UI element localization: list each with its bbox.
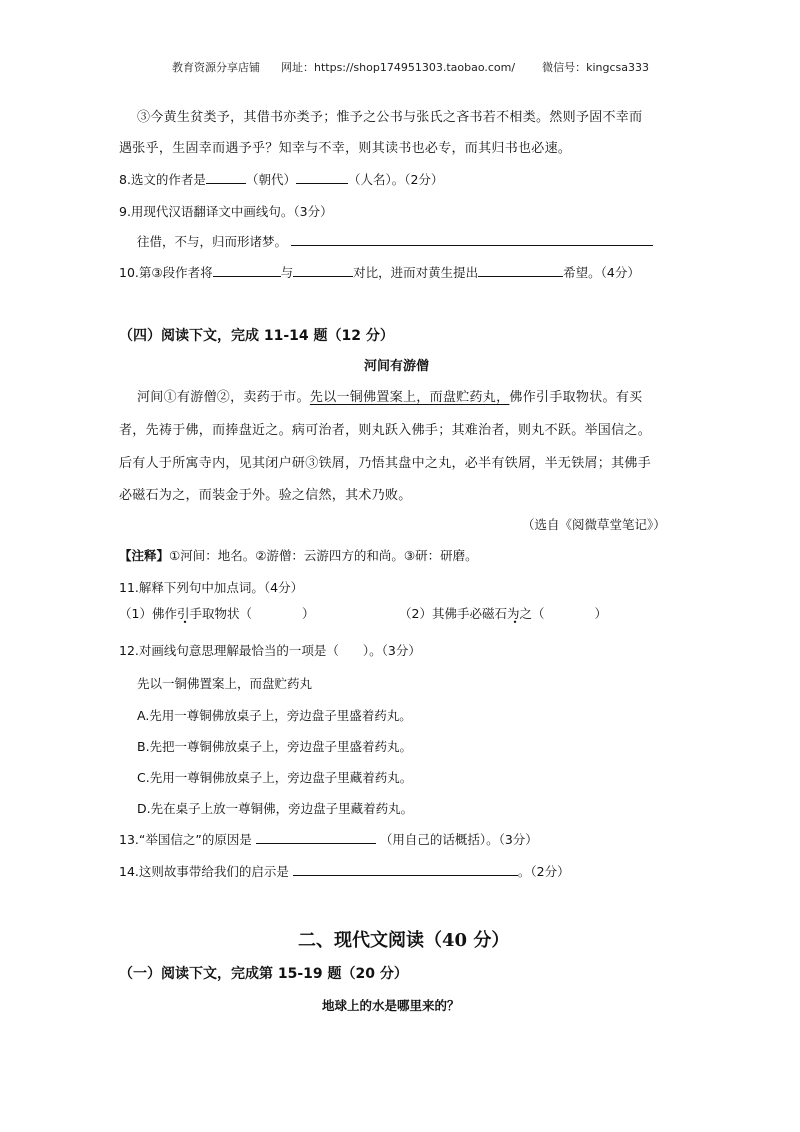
- p1-text-a: 河间①有游僧②，卖药于市。: [137, 390, 310, 405]
- q9-sentence: 往借，不与，归而形诸梦。: [137, 234, 288, 249]
- passage3-line2: 遇张乎，生固幸而遇予乎？知幸与不幸，则其读书也必专，而其归书也必速。: [119, 141, 572, 156]
- notes: [119, 546, 478, 564]
- q11-item-1: [119, 604, 315, 622]
- q13-suffix: （用自己的话概括）。（3分）: [379, 832, 538, 847]
- notes-text: ①河间：地名。②游僧：云游四方的和尚。③研：研磨。: [169, 548, 478, 563]
- q8-blank-author[interactable]: [296, 171, 348, 184]
- q11-item-2: [399, 604, 607, 622]
- q12-option-c[interactable]: C.先用一尊铜佛放桌子上，旁边盘子里藏着药丸。: [137, 770, 413, 785]
- passage4-line3: 后有人于所寓寺内，见其闭户研③铁屑，乃悟其盘中之丸，必半有铁屑，半无铁屑；其佛手: [119, 456, 652, 471]
- q8-author-label: （人名）。（2分）: [347, 172, 444, 187]
- question-8: [119, 170, 443, 188]
- page-header: [172, 59, 649, 75]
- q8-dynasty-label: （朝代）: [245, 172, 296, 187]
- passage-title: 河间有游僧: [364, 359, 430, 374]
- question-9: 9.用现代汉语翻译文中画线句。（3分）: [119, 204, 333, 219]
- q11-item2-text-b: 之（: [519, 606, 545, 621]
- question-12: [119, 641, 421, 659]
- passage4-line2: 者，先祷于佛，而捧盘近之。病可治者，则丸跃入佛手；其难治者，则丸不跃。举国信之。: [119, 423, 652, 438]
- shop-url[interactable]: https://shop174951303.taobao.com/: [314, 61, 516, 74]
- q9-answer-line: [137, 232, 653, 250]
- q12-text-end: ）。（3分）: [362, 643, 421, 658]
- q9-blank[interactable]: [291, 233, 653, 246]
- q10-contrast: 对比，进而对黄生提出: [353, 265, 479, 280]
- q13-text: 13.“举国信之”的原因是: [119, 832, 252, 847]
- q14-text: 14.这则故事带给我们的启示是: [119, 864, 289, 879]
- q10-text: 10.第③段作者将: [119, 265, 213, 280]
- url-label: 网址：: [281, 61, 314, 74]
- q10-blank-2[interactable]: [293, 264, 353, 277]
- q12-option-a[interactable]: A.先用一尊铜佛放桌子上，旁边盘子里盛着药丸。: [137, 708, 412, 723]
- question-13: [119, 830, 538, 848]
- shop-name: 教育资源分享店铺: [172, 61, 260, 74]
- q12-option-d[interactable]: D.先在桌子上放一尊铜佛，旁边盘子里藏着药丸。: [137, 801, 414, 816]
- q11-item1-text: （1）佛作: [119, 606, 177, 621]
- part-2-subheading: （一）阅读下文，完成第 15-19 题（20 分）: [119, 966, 408, 982]
- article-title: 地球上的水是哪里来的？: [322, 998, 460, 1013]
- q14-blank[interactable]: [293, 863, 518, 876]
- q10-blank-1[interactable]: [213, 264, 281, 277]
- passage4-line4: 必磁石为之，而装金于外。验之信然，其术乃败。: [119, 488, 412, 503]
- q12-text: 12.对画线句意思理解最恰当的一项是（: [119, 643, 339, 658]
- q10-and: 与: [280, 265, 294, 280]
- p1-text-b: 佛作引手取物状。有买: [509, 390, 643, 405]
- q11-item2-text: （2）其佛手必磁石: [399, 606, 507, 621]
- q8-text: 8.选文的作者是: [119, 172, 206, 187]
- q14-suffix: 。（2分）: [517, 864, 570, 879]
- q11-item1-close: ）: [301, 606, 315, 621]
- passage3-line1: ③今黄生贫类予，其借书亦类予；惟予之公书与张氏之吝书若不相类。然则予固不幸而: [137, 110, 643, 125]
- q13-blank[interactable]: [256, 831, 376, 844]
- wechat-label: 微信号：: [542, 61, 587, 74]
- question-11: 11.解释下列句中加点词。（4分）: [119, 580, 304, 595]
- passage4-line1: [137, 386, 642, 405]
- q12-option-b[interactable]: B.先把一尊铜佛放桌子上，旁边盘子里盛着药丸。: [137, 739, 413, 754]
- q11-item1-text-b: 手取物状（: [189, 606, 252, 621]
- part-2-heading: 二、现代文阅读（40 分）: [298, 930, 510, 951]
- q12-sentence: 先以一铜佛置案上，而盘贮药丸: [137, 676, 313, 691]
- q10-suffix: 希望。（4分）: [563, 265, 640, 280]
- question-14: [119, 862, 570, 880]
- q11-dotted-word-2: 为: [506, 606, 520, 621]
- underlined-sentence: 先以一铜佛置案上，而盘贮药丸，: [309, 390, 510, 405]
- q8-blank-dynasty[interactable]: [206, 171, 246, 184]
- section-4-heading: （四）阅读下文，完成 11-14 题（12 分）: [119, 328, 394, 344]
- wechat-id: kingcsa333: [586, 61, 649, 74]
- q11-item2-close: ）: [594, 606, 608, 621]
- q11-dotted-word-1: 引: [176, 606, 190, 621]
- question-10: [119, 263, 640, 281]
- passage-source: （选自《阅微草堂笔记》）: [522, 517, 666, 532]
- q10-blank-3[interactable]: [478, 264, 563, 277]
- notes-label: 【注释】: [119, 548, 170, 563]
